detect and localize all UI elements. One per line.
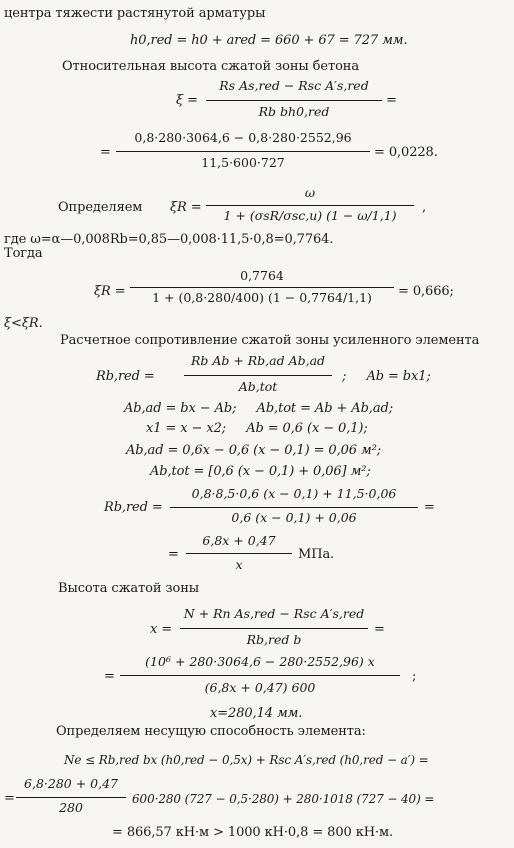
text-line: центра тяжести растянутой арматуры bbox=[4, 6, 266, 21]
formula-h0red: h0,red = h0 + ared = 660 + 67 = 727 мм. bbox=[130, 33, 408, 48]
fraction-bar bbox=[180, 628, 368, 629]
fraction-numerator: N + Rn As,red − Rsc A′s,red bbox=[183, 606, 365, 621]
result: = 0,666; bbox=[398, 284, 454, 299]
fraction-bar bbox=[120, 675, 400, 676]
fraction-denominator: 11,5·600·727 bbox=[201, 155, 285, 170]
fraction-numerator: (10⁶ + 280·3064,6 − 280·2552,96) x bbox=[145, 654, 375, 669]
fraction-denominator: Ab,tot bbox=[238, 379, 278, 394]
formula-lhs: ξR = bbox=[94, 284, 126, 299]
equals-sign: = bbox=[4, 791, 15, 806]
unit: МПа. bbox=[298, 547, 335, 562]
formula-result: = 866,57 кН·м > 1000 кН·0,8 = 800 кН·м. bbox=[112, 825, 394, 840]
text-line: Определяем несущую способность элемента: bbox=[56, 724, 366, 739]
semicolon: ; bbox=[412, 669, 417, 684]
fraction-denominator: (6,8x + 0,47) 600 bbox=[204, 680, 316, 695]
fraction-numerator: 6,8·280 + 0,47 bbox=[24, 776, 118, 791]
formula-lhs: x = bbox=[150, 622, 173, 637]
text-line: Определяем bbox=[58, 200, 143, 215]
text-line: где ω=α—0,008Rb=0,85—0,008·11,5·0,8=0,7764. bbox=[4, 232, 334, 247]
equals-sign: = bbox=[104, 669, 115, 684]
fraction-bar bbox=[16, 797, 126, 798]
fraction-denominator: 0,6 (x − 0,1) + 0,06 bbox=[231, 510, 357, 525]
fraction-denominator: 280 bbox=[59, 800, 83, 815]
formula-lhs: ξ = bbox=[176, 93, 198, 108]
formula-line: 600·280 (727 − 0,5·280) + 280·1018 (727 − 40) = bbox=[132, 792, 435, 806]
fraction-numerator: Rs As,red − Rsc A′s,red bbox=[219, 78, 369, 93]
result: = 0,0228. bbox=[374, 145, 438, 160]
fraction-numerator: Rb Ab + Rb,ad Ab,ad bbox=[190, 353, 326, 368]
fraction-bar bbox=[130, 287, 394, 288]
equals-sign: = bbox=[168, 547, 179, 562]
fraction-numerator: 0,7764 bbox=[240, 268, 284, 283]
fraction-numerator: 0,8·280·3064,6 − 0,8·280·2552,96 bbox=[134, 130, 352, 145]
fraction-bar bbox=[186, 553, 292, 554]
fraction-bar bbox=[170, 507, 418, 508]
formula-rhs: ; Ab = bx1; bbox=[342, 369, 431, 384]
fraction-denominator: 1 + (σsR/σsc,u) (1 − ω/1,1) bbox=[223, 208, 397, 223]
formula-lhs: Rb,red = bbox=[104, 500, 163, 515]
inequality: ξ<ξR. bbox=[4, 316, 43, 331]
fraction-denominator: Rb,red b bbox=[246, 632, 302, 647]
fraction-bar bbox=[184, 375, 332, 376]
text-line: Относительная высота сжатой зоны бетона bbox=[62, 59, 360, 74]
comma: , bbox=[422, 200, 427, 215]
formula-line: x1 = x − x2; Ab = 0,6 (x − 0,1); bbox=[146, 421, 368, 436]
fraction-denominator: x bbox=[235, 557, 243, 572]
formula-line: Ne ≤ Rb,red bx (h0,red − 0,5x) + Rsc A′s,red (h0,red − a′) = bbox=[64, 753, 429, 767]
equals-sign: = bbox=[386, 93, 397, 108]
fraction-denominator: Rb bh0,red bbox=[258, 104, 330, 119]
formula-result: x=280,14 мм. bbox=[210, 706, 303, 721]
fraction-numerator: 6,8x + 0,47 bbox=[202, 533, 276, 548]
formula-line: Ab,tot = [0,6 (x − 0,1) + 0,06] м²; bbox=[150, 464, 371, 479]
text-line: Тогда bbox=[4, 246, 43, 261]
formula-lhs: ξR = bbox=[170, 200, 202, 215]
formula-line: Ab,ad = 0,6x − 0,6 (x − 0,1) = 0,06 м²; bbox=[126, 443, 382, 458]
fraction-bar bbox=[116, 151, 370, 152]
text-line: Расчетное сопротивление сжатой зоны усиленного элемента bbox=[60, 333, 480, 348]
fraction-numerator: 0,8·8,5·0,6 (x − 0,1) + 11,5·0,06 bbox=[191, 486, 397, 501]
formula-line: Ab,ad = bx − Ab; Ab,tot = Ab + Ab,ad; bbox=[124, 401, 393, 416]
fraction-denominator: 1 + (0,8·280/400) (1 − 0,7764/1,1) bbox=[152, 290, 372, 305]
fraction-bar bbox=[206, 100, 382, 101]
fraction-numerator: ω bbox=[304, 185, 316, 200]
text-line: Высота сжатой зоны bbox=[58, 581, 200, 596]
equals-sign: = bbox=[100, 145, 111, 160]
equals-sign: = bbox=[374, 622, 385, 637]
formula-lhs: Rb,red = bbox=[96, 369, 155, 384]
fraction-bar bbox=[206, 205, 414, 206]
equals-sign: = bbox=[424, 500, 435, 515]
